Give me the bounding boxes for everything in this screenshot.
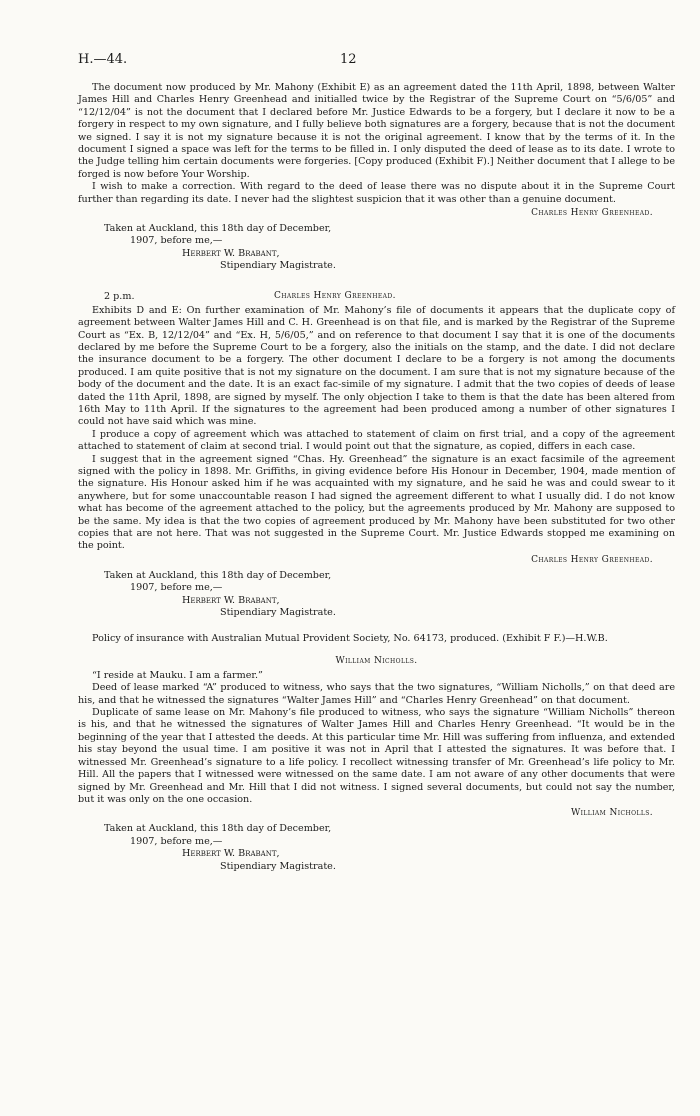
attestation-year: 1907, before me,— <box>130 235 223 247</box>
paragraph: “I reside at Mauku. I am a farmer.” <box>92 669 263 681</box>
attestation-year: 1907, before me,— <box>130 835 223 847</box>
attestation <box>78 570 675 620</box>
page-header <box>78 52 675 82</box>
testimony-section <box>78 646 675 873</box>
attestation <box>78 223 675 273</box>
attestation-year: 1907, before me,— <box>130 582 223 594</box>
paragraph: I suggest that in the agreement signed “Chas. Hy. Greenhead” the signature is an exact facsimile of the agreement signed with the policy in 1898. Mr. Griffiths, in giving evidence before His Honour in December, 1904, made mention of the signature. His Honour asked him if he was acquainted with my signature, and he said he was and could swear to it anywhere, but for some unaccountable reason I had signed the agreement different to what I usually did. I do not know what has become of the agreement attached to the policy, but the agreements produced by Mr. Mahony are supposed to be the same. My idea is that the two copies of agreement produced by Mr. Mahony have been substituted for two other copies that are not here. That was not suggested in the Supreme Court. Mr. Justice Edwards stopped me examining on the point. <box>78 453 675 552</box>
magistrate-name: Herbert W. Brabant, <box>182 848 280 860</box>
testimony-section <box>78 82 675 273</box>
attestation <box>78 823 675 873</box>
magistrate-title: Stipendiary Magistrate. <box>220 607 336 619</box>
magistrate-title: Stipendiary Magistrate. <box>220 260 336 272</box>
witness-signature: William Nicholls. <box>570 808 653 819</box>
attestation-place-date: Taken at Auckland, this 18th day of December, <box>104 569 332 581</box>
paragraph: I produce a copy of agreement which was attached to statement of claim on first trial, and a copy of the agreement attached to statement of claim at second trial. I would point out that the signature, as copied, differs in each case. <box>78 428 675 453</box>
paragraph: Duplicate of same lease on Mr. Mahony’s file produced to witness, who says the signature “William Nicholls” thereon is his, and that he witnessed the signatures of Walter James Hill and Charles Henry Greenhead. “It would be in the beginning of the year that I attested the deeds. At this particular time Mr. Hill was suffering from influenza, and extended his stay beyond the usual time. I am positive it was not in April that I attested the signatures. It was before that. I witnessed Mr. Greenhead’s signature to a life policy. I recollect witnessing transfer of Mr. Greenhead’s life policy to Mr. Hill. All the papers that I witnessed were witnessed on the same date. I am not aware of any other documents that were signed by Mr. Greenhead and Mr. Hill that I did not witness. I signed several documents, but could not say the number, but it was only on the one occasion. <box>78 707 675 805</box>
magistrate-name: Herbert W. Brabant, <box>182 594 280 606</box>
session-heading <box>78 291 675 305</box>
paragraph: Deed of lease marked “A” produced to witness, who says that the two signatures, “William Nicholls,” on that deed are his, and that he witnessed the signatures “Walter James Hill” and “Charles Henry Greenhead” on that document. <box>78 682 675 706</box>
page-number: 12 <box>340 52 357 67</box>
paragraph: I wish to make a correction. With regard to the deed of lease there was no dispute about it in the Supreme Court further than regarding its date. I never had the slightest suspicion that it was other than a genuine document. <box>78 181 675 205</box>
paragraph: Exhibits D and E: On further examination of Mr. Mahony’s file of documents it appears that the duplicate copy of agreement between Walter James Hill and C. H. Greenhead is on that file, and is marked by the Registrar of the Supreme Court as “Ex. B, 12/12/04” and “Ex. H, 5/6/05,” and on reference to that document I say that it is one of the documents declared by me before the Supreme Court to be a forgery, also the initials on the stamp, and the date. I did not declare the insurance document to be a forgery. The other document I declare to be a forgery is not among the documents produced. I am quite positive that is not my signature on the document. I am sure that is not my signature because of the body of the document and the date. It is an exact fac-simile of my signature. I admit that the two copies of deeds of lease dated the 11th April, 1898, are signed by myself. The only objection I take to them is that the date has been altered from 16th May to 11th April. If the signatures to the agreement had been produced among a number of other signatures I could not have said which was mine. <box>78 304 675 428</box>
witness-name-heading: Charles Henry Greenhead. <box>274 290 396 301</box>
magistrate-title: Stipendiary Magistrate. <box>220 860 336 872</box>
paragraph: The document now produced by Mr. Mahony (Exhibit E) as an agreement dated the 11th April, 1898, between Walter James Hill and Charles Henry Greenhead and initialled twice by the Registrar of the Supreme Court on “5/6/05” and “12/12/04” is not the document that I declared before Mr. Justice Edwards to be a forgery, but I declare it now to be a forgery in respect to my own signature, and I fully believe both signatures are a forgery, because that is not the document we signed. I say it is not my signature because it is not the original agreement. I know that by the terms of it. In the document I signed a space was left for the terms to be filled in. I only disputed the deed of lease as to its date. I wrote to the Judge telling him certain documents were forgeries. [Copy produced (Exhibit F).] Neither document that I allege to be forged is now before Your Worship. <box>78 82 675 180</box>
witness-name-heading: William Nicholls. <box>335 655 418 666</box>
attestation-place-date: Taken at Auckland, this 18th day of December, <box>104 223 332 235</box>
policy-note: Policy of insurance with Australian Mutual Provident Society, No. 64173, produced. (Exhibit F F.)—H.W.B. <box>92 633 608 645</box>
testimony-section <box>78 291 675 620</box>
witness-signature: Charles Henry Greenhead. <box>531 554 653 565</box>
attestation-place-date: Taken at Auckland, this 18th day of December, <box>104 823 332 835</box>
witness-signature: Charles Henry Greenhead. <box>531 208 653 219</box>
magistrate-name: Herbert W. Brabant, <box>182 247 280 259</box>
session-time: 2 p.m. <box>104 290 135 302</box>
document-id: H.—44. <box>78 52 128 67</box>
